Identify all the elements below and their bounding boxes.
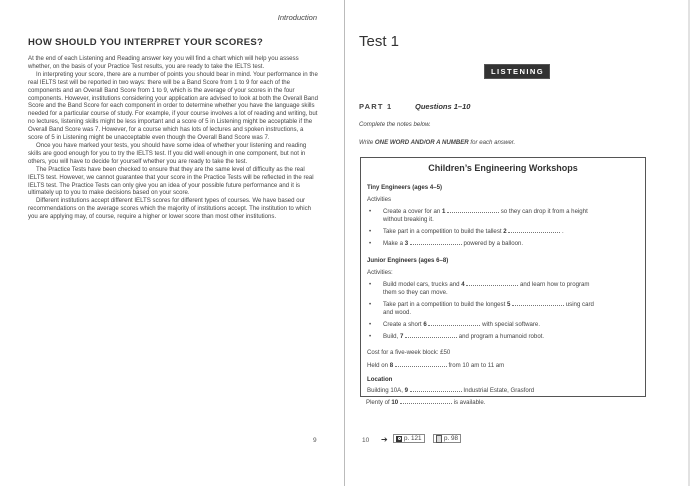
question-number: 2 bbox=[503, 228, 507, 235]
group-subheading: Activities bbox=[367, 196, 392, 203]
instruction-bold: ONE WORD AND/OR A NUMBER bbox=[374, 139, 469, 146]
arrow-right-icon: ➔ bbox=[381, 435, 388, 444]
note-item bbox=[383, 227, 641, 236]
item-text: Create a cover for an bbox=[383, 208, 442, 215]
item-text: Create a short bbox=[383, 321, 424, 328]
group-heading: Junior Engineers (ages 6–8) bbox=[367, 257, 449, 264]
location-heading: Location bbox=[367, 376, 393, 383]
bullet-icon: • bbox=[369, 333, 372, 340]
question-number: 3 bbox=[404, 240, 409, 247]
question-number: 6 bbox=[423, 321, 427, 328]
item-text: so they can drop it from a height bbox=[499, 208, 588, 215]
paragraph: At the end of each Listening and Reading answer key you will find a chart which will help you assess whether, on the basis of your Practice Test results, you are ready to take the IELTS test. bbox=[28, 55, 299, 70]
question-number: 8 bbox=[389, 362, 394, 369]
item-text: without breaking it. bbox=[383, 216, 434, 223]
item-text: . bbox=[560, 228, 564, 235]
notes-title: Children’s Engineering Workshops bbox=[428, 163, 578, 173]
section-badge: LISTENING bbox=[484, 64, 550, 79]
answer-gap[interactable] bbox=[405, 332, 457, 338]
item-text: Industrial Estate, Grasford bbox=[461, 387, 535, 394]
answer-gap[interactable] bbox=[428, 320, 480, 326]
part-label: PART 1 bbox=[359, 102, 393, 111]
answer-gap[interactable] bbox=[508, 227, 560, 233]
note-item bbox=[383, 332, 641, 341]
question-number: 10 bbox=[391, 399, 399, 406]
bullet-icon: • bbox=[369, 208, 372, 215]
item-text: with special software. bbox=[480, 321, 541, 328]
notes-box bbox=[360, 157, 646, 397]
parking-line bbox=[366, 398, 485, 406]
item-text: from 10 am to 11 am bbox=[446, 362, 505, 369]
bullet-icon: • bbox=[369, 228, 372, 235]
test-title: Test 1 bbox=[359, 33, 400, 50]
item-text: Plenty of bbox=[366, 399, 392, 406]
item-text: Build model cars, trucks and bbox=[383, 281, 462, 288]
group-subheading: Activities: bbox=[367, 269, 393, 276]
item-text: and wood. bbox=[383, 309, 412, 316]
bullet-icon: • bbox=[369, 301, 372, 308]
instruction-word-limit bbox=[359, 139, 515, 146]
paragraph: Different institutions accept different IELTS scores for different types of courses. We have based our recommendations on the average scores which the majority of institutions accept. The institution to which you are applying may, of course, require a higher or lower score than most other institutions. bbox=[28, 197, 312, 221]
note-item bbox=[383, 320, 641, 329]
location-line bbox=[367, 386, 534, 394]
document-icon bbox=[436, 435, 442, 443]
answer-gap[interactable] bbox=[400, 398, 452, 404]
item-text: and program a humanoid robot. bbox=[457, 333, 545, 340]
note-item bbox=[383, 207, 641, 224]
question-number: 1 bbox=[441, 208, 446, 215]
paragraph: The Practice Tests have been checked to ensure that they are the same level of difficulty as the real IELTS test. However, we cannot guarantee that your score in the Practice Tests will be reflected in the real IELTS test. The Practice Tests can only give you an idea of your possible future performance and it is ultimately up to you to make decisions based on your score. bbox=[28, 165, 314, 197]
item-text: Build, bbox=[383, 333, 400, 340]
reference-label: p. 98 bbox=[444, 435, 459, 442]
question-number: 7 bbox=[399, 333, 404, 340]
instruction-text: for each answer. bbox=[468, 139, 516, 146]
audio-disc-icon bbox=[396, 436, 402, 442]
item-text: using card bbox=[564, 301, 594, 308]
answer-key-reference[interactable] bbox=[393, 434, 425, 443]
running-head: Introduction bbox=[277, 13, 317, 22]
page-number: 10 bbox=[362, 437, 370, 444]
item-text: is available. bbox=[451, 399, 486, 406]
body-text bbox=[28, 55, 318, 221]
cost-line: Cost for a five-week block: £50 bbox=[367, 349, 451, 356]
note-item bbox=[383, 280, 641, 297]
note-item bbox=[383, 300, 641, 317]
answer-gap[interactable] bbox=[410, 386, 462, 392]
group-heading: Tiny Engineers (ages 4–5) bbox=[367, 184, 443, 191]
item-text: and learn how to program bbox=[518, 281, 590, 288]
item-text: Take part in a competition to build the tallest bbox=[383, 228, 504, 235]
instruction-text: Write bbox=[359, 139, 375, 146]
item-text: them so they can move. bbox=[383, 289, 448, 296]
note-item bbox=[383, 239, 641, 248]
section-heading: HOW SHOULD YOU INTERPRET YOUR SCORES? bbox=[28, 37, 264, 48]
question-number: 5 bbox=[506, 301, 511, 308]
item-text: Make a bbox=[383, 240, 405, 247]
item-text: Building 10A, bbox=[367, 387, 405, 394]
page-number: 9 bbox=[313, 437, 317, 444]
question-number: 9 bbox=[404, 387, 408, 394]
item-text: Held on bbox=[367, 362, 390, 369]
question-number: 4 bbox=[461, 281, 465, 288]
right-page bbox=[345, 0, 688, 486]
item-text: powered by a balloon. bbox=[461, 240, 524, 247]
answer-gap[interactable] bbox=[447, 207, 499, 213]
answer-gap[interactable] bbox=[395, 361, 447, 367]
held-line bbox=[367, 361, 504, 369]
reference-label: p. 121 bbox=[404, 435, 422, 442]
questions-label: Questions 1–10 bbox=[415, 102, 471, 111]
transcript-reference[interactable] bbox=[433, 434, 461, 443]
item-text: Take part in a competition to build the longest bbox=[383, 301, 507, 308]
bullet-icon: • bbox=[369, 240, 372, 247]
answer-gap[interactable] bbox=[512, 300, 564, 306]
answer-gap[interactable] bbox=[410, 239, 462, 245]
bullet-icon: • bbox=[369, 281, 372, 288]
paragraph: Once you have marked your tests, you should have some idea of whether your listening and reading skills are good enough for you to try the IELTS test. If you did well enough in one component, but not in others, you will have to decide for yourself whether you are ready to take the test. bbox=[28, 141, 307, 165]
answer-gap[interactable] bbox=[466, 280, 518, 286]
bullet-icon: • bbox=[369, 321, 372, 328]
left-page bbox=[0, 0, 344, 486]
paragraph: In interpreting your score, there are a number of points you should bear in mind. Your performance in the real IELTS test will be reported in two ways: there will be a Band Score from 1 to 9 for each of the components and an Overall Band Score from 1 to 9, which is the average of your scores in the four components. However, institutions considering your application are advised to look at both the Overall Band Score and the Band Score for each component in order to determine whether you have the language skills needed for a particular course of study. For example, if your course involves a lot of reading and writing, but no lectures, listening skills might be less important and a score of 5 in Listening might be acceptable if the Overall Band Score was 7. However, for a course which has lots of lectures and spoken instructions, a score of 5 in Listening might be unacceptable even though the Overall Band Score was 7. bbox=[28, 70, 318, 142]
instruction-complete: Complete the notes below. bbox=[359, 121, 431, 128]
